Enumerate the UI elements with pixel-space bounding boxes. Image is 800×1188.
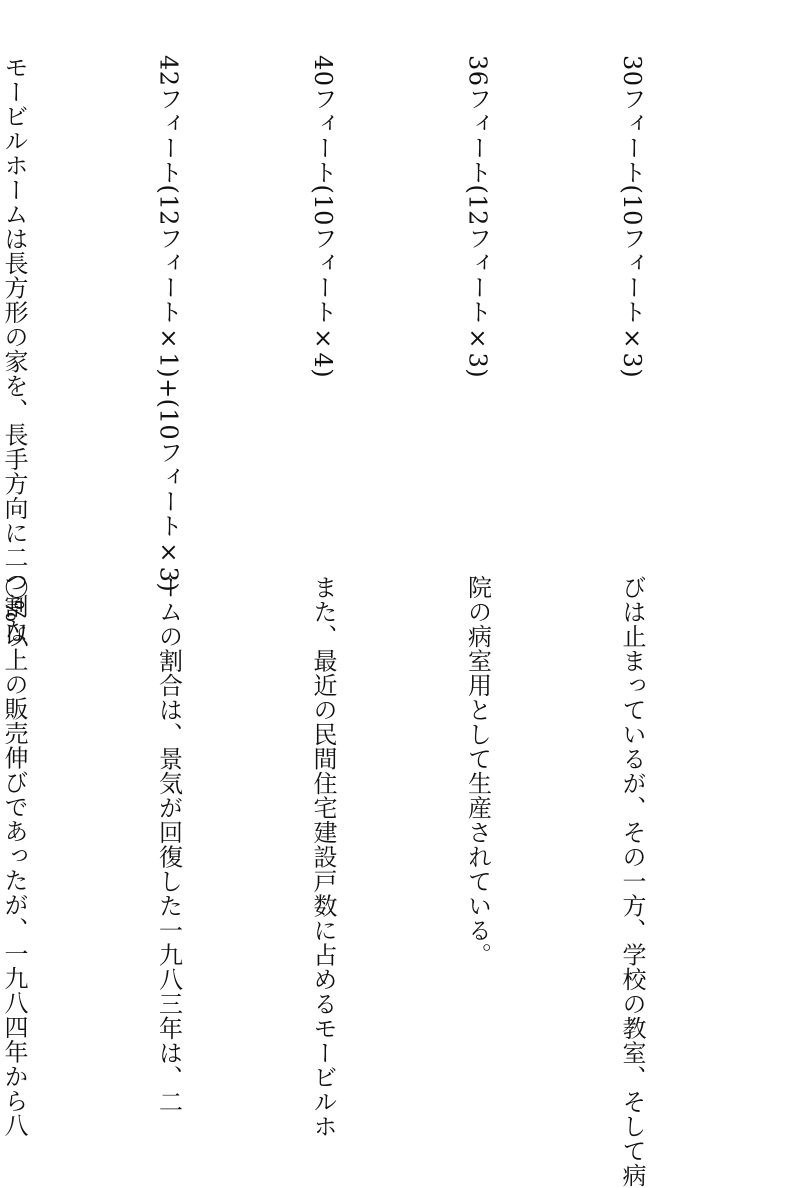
text-line: モービルホームは長方形の家を、長手方向に二つ割な: [0, 55, 28, 643]
text-line: 36フィート(12フィート×3): [463, 55, 492, 379]
text-line: 院の病室用として生産されている。: [463, 575, 492, 967]
text-line: 42フィート(12フィート×1)+(10フィート×3): [154, 55, 183, 593]
text-line: 〇%以上の販売伸びであったが、一九八四年から八: [0, 575, 28, 1138]
text-block-top: [0, 55, 760, 643]
text-block-bottom: [0, 575, 760, 1188]
text-line: ームの割合は、景気が回復した一九八三年は、二: [154, 575, 183, 1114]
text-line: また、最近の民間住宅建設戸数に占めるモービルホ: [309, 575, 337, 1139]
text-line: 40フィート(10フィート×4): [309, 55, 337, 379]
text-line: びは止まっているが、その一方、学校の教室、そして病: [618, 575, 646, 1188]
text-line: 30フィート(10フィート×3): [618, 55, 646, 379]
